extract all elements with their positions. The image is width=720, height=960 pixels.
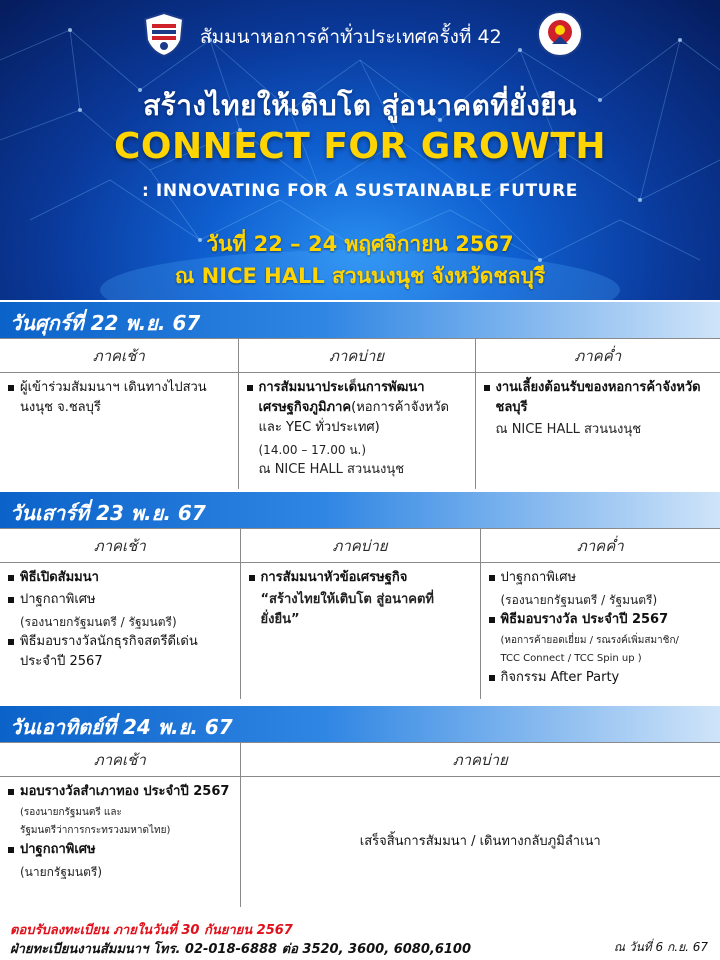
english-slogan: CONNECT FOR GROWTH xyxy=(113,126,607,167)
day3-col-morning: ภาคเช้า xyxy=(0,743,240,777)
crest-logo-icon xyxy=(536,10,584,58)
seminar-title: สัมมนาหอการค้าทั่วประเทศครั้งที่ 42 xyxy=(200,26,502,48)
day2-morning-keynote-speaker: (รองนายกรัฐมนตรี / รัฐมนตรี) xyxy=(20,615,177,629)
day1-afternoon-topic: การสัมมนาประเด็นการพัฒนาเศรษฐกิจภูมิภาค xyxy=(258,380,425,415)
day1-header xyxy=(0,302,720,338)
day2-morning-opening: พิธีเปิดสัมมนา xyxy=(6,568,232,588)
event-date: วันที่ 22 – 24 พฤศจิกายน 2567 xyxy=(206,232,514,256)
day1-afternoon-cell xyxy=(238,373,475,489)
header-banner xyxy=(0,0,720,300)
day2-evening-award-note1: (หอการค้ายอดเยี่ยม / รณรงค์เพิ่มสมาชิก/ xyxy=(500,635,679,646)
day3-col-afternoon: ภาคบ่าย xyxy=(240,743,720,777)
registration-contact: ฝ่ายทะเบียนงานสัมมนาฯ โทร. 02-018-6888 ต่อ 3520, 3600, 6080,6100 xyxy=(10,942,471,957)
day1-col-afternoon: ภาคบ่าย xyxy=(238,339,475,373)
day2-col-evening: ภาคค่ำ xyxy=(480,529,720,563)
day1-col-morning: ภาคเช้า xyxy=(0,339,238,373)
day1-schedule-table xyxy=(0,338,720,489)
day3-morning-award: มอบรางวัลสำเภาทอง ประจำปี 2567 xyxy=(6,782,232,802)
registration-deadline: ตอบรับลงทะเบียน ภายในวันที่ 30 กันยายน 2567 xyxy=(10,923,293,938)
day2-evening-keynote: ปาฐกถาพิเศษ xyxy=(487,568,713,588)
day2-afternoon-seminar: การสัมมนาหัวข้อเศรษฐกิจ xyxy=(247,568,472,588)
day2-header xyxy=(0,492,720,528)
day2-morning-cell xyxy=(0,563,240,699)
day3-morning-award-note2: รัฐมนตรีว่าการกระทรวงมหาดไทย) xyxy=(20,825,171,836)
event-venue: ณ NICE HALL สวนนงนุช จังหวัดชลบุรี xyxy=(174,264,546,288)
day3-header xyxy=(0,706,720,742)
english-subtitle: : INNOVATING FOR A SUSTAINABLE FUTURE xyxy=(142,181,578,201)
day1-col-evening: ภาคค่ำ xyxy=(475,339,720,373)
day2-afternoon-topic: “สร้างไทยให้เติบโต สู่อนาคตที่ยั่งยืน” xyxy=(260,592,434,627)
day3-morning-keynote-speaker: (นายกรัฐมนตรี) xyxy=(20,865,103,879)
day2-evening-party: กิจกรรม After Party xyxy=(487,668,713,688)
day3-title: วันเอาทิตย์ที่ 24 พ.ย. 67 xyxy=(10,715,233,739)
day2-col-afternoon: ภาคบ่าย xyxy=(240,529,480,563)
day2-morning-keynote: ปาฐกถาพิเศษ xyxy=(6,590,232,610)
day3-schedule-table xyxy=(0,742,720,907)
day1-evening-venue: ณ NICE HALL สวนนงนุช xyxy=(495,422,642,437)
day2-schedule-table xyxy=(0,528,720,699)
day1-title: วันศุกร์ที่ 22 พ.ย. 67 xyxy=(10,311,201,335)
as-of-date: ณ วันที่ 6 ก.ย. 67 xyxy=(613,940,708,954)
chamber-shield-logo-icon xyxy=(140,10,188,58)
day2-evening-cell xyxy=(480,563,720,699)
day3-morning-award-note1: (รองนายกรัฐมนตรี และ xyxy=(20,807,122,818)
day2-col-morning: ภาคเช้า xyxy=(0,529,240,563)
day1-morning-item: ผู้เข้าร่วมสัมมนาฯ เดินทางไปสวนนงนุช จ.ชลบุรี xyxy=(6,378,230,418)
day3-morning-keynote: ปาฐกถาพิเศษ xyxy=(6,840,232,860)
day2-evening-award-note2: TCC Connect / TCC Spin up ) xyxy=(500,653,642,664)
day1-evening-cell xyxy=(475,373,720,489)
day2-title: วันเสาร์ที่ 23 พ.ย. 67 xyxy=(10,501,206,525)
day1-evening-item: งานเลี้ยงต้อนรับของหอการค้าจังหวัดชลบุรี xyxy=(482,378,713,418)
footer xyxy=(0,916,720,960)
day2-evening-keynote-speaker: (รองนายกรัฐมนตรี / รัฐมนตรี) xyxy=(500,593,658,607)
day1-afternoon-item xyxy=(245,378,467,438)
day2-afternoon-cell xyxy=(240,563,480,699)
day2-morning-award: พิธีมอบรางวัลนักธุรกิจสตรีดีเด่น ประจำปี 2567 xyxy=(6,632,232,672)
day1-afternoon-note: (หอการค้าจังหวัดและ YEC ทั่วประเทศ) xyxy=(258,400,449,435)
day1-afternoon-time: (14.00 – 17.00 น.) xyxy=(258,443,367,457)
day3-afternoon-cell: เสร็จสิ้นการสัมมนา / เดินทางกลับภูมิลำเนา xyxy=(240,777,720,907)
day1-morning-cell xyxy=(0,373,238,489)
thai-slogan: สร้างไทยให้เติบโต สู่อนาคตที่ยั่งยืน xyxy=(143,89,577,122)
day2-evening-award: พิธีมอบรางวัล ประจำปี 2567 xyxy=(487,610,713,630)
day1-afternoon-venue: ณ NICE HALL สวนนงนุช xyxy=(258,462,405,477)
day3-morning-cell xyxy=(0,777,240,907)
